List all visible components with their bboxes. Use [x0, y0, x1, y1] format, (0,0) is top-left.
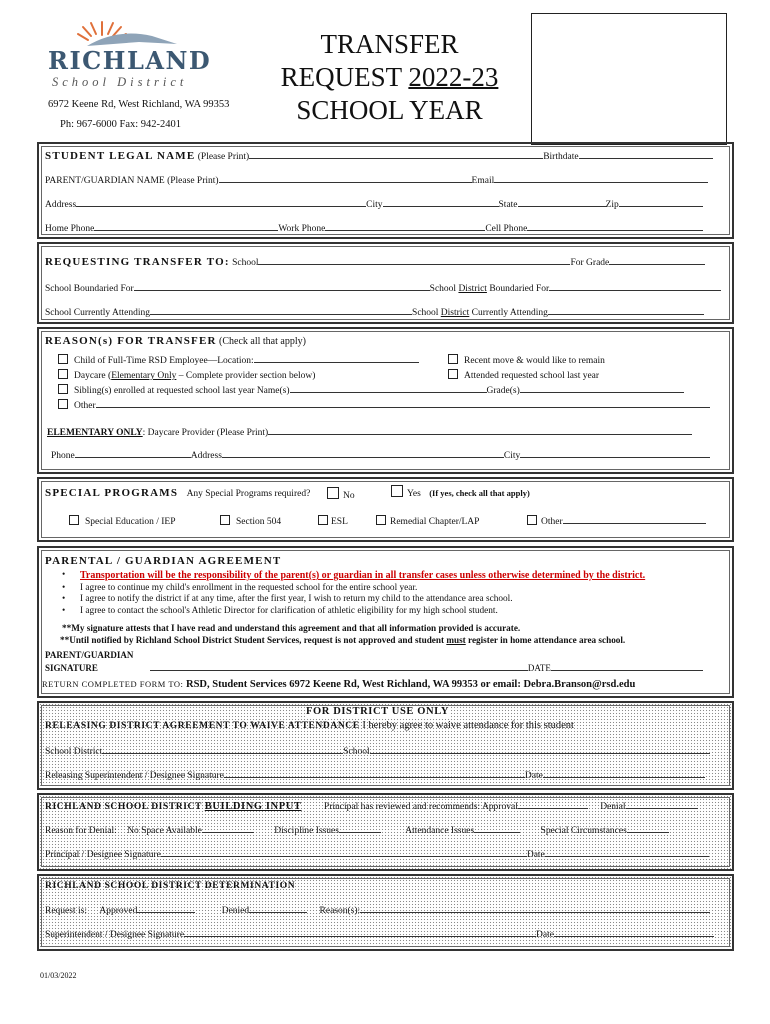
signature-row: SIGNATURE DATE [45, 662, 703, 673]
signature-date-label: DATE [527, 663, 551, 673]
location-field[interactable] [254, 354, 419, 363]
school-district-row: School District School [45, 745, 710, 757]
program-remedial: Remedial Chapter/LAP [376, 515, 479, 527]
superintendent-signature-field[interactable] [184, 928, 536, 937]
program-other: Other [527, 515, 706, 527]
district-currently-label: Currently Attending [469, 308, 548, 318]
city-field[interactable] [383, 198, 499, 207]
request-status-row: Request is: Approved Denied Reason(s): [45, 904, 710, 916]
reason-daycare: Daycare (Elementary Only – Complete provider section below) [58, 369, 315, 381]
yes-note: (If yes, check all that apply) [429, 488, 530, 498]
principal-signature-field[interactable] [161, 848, 527, 857]
principal-sig-row: Principal / Designee Signature Date [45, 848, 709, 860]
birthdate-label: Birthdate [543, 152, 579, 162]
employee-checkbox[interactable] [58, 354, 68, 364]
form-revision-date: 01/03/2022 [40, 971, 77, 980]
signature-date-field[interactable] [551, 662, 703, 671]
return-label: RETURN COMPLETED FORM TO: [42, 679, 186, 689]
programs-yes: Yes (If yes, check all that apply) [391, 485, 530, 499]
address-label: Address [45, 200, 77, 210]
superintendent-date-field[interactable] [554, 928, 714, 937]
programs-no: No [327, 487, 355, 501]
title-line-3: SCHOOL YEAR [296, 95, 483, 125]
page-title [262, 28, 517, 127]
state-field[interactable] [518, 198, 606, 207]
denial-reasons-row: Reason for Denial: No Space Available Discipline Issues Attendance Issues Special Circumstances [45, 824, 669, 836]
address-field[interactable] [76, 198, 366, 207]
please-print-note: (Please Print) [197, 152, 250, 162]
daycare-address-field[interactable] [222, 449, 504, 458]
agreement-header: PARENTAL / GUARDIAN AGREEMENT [45, 555, 282, 567]
daycare-city-label: City [503, 451, 521, 461]
daycare-phone-label: Phone [51, 451, 75, 461]
district-boundaried-field[interactable] [549, 282, 721, 291]
return-address: RSD, Student Services 6972 Keene Rd, West Richland, WA 99353 or email: Debra.Branson@rsd.edu [185, 679, 636, 690]
requesting-transfer-label: REQUESTING TRANSFER TO: [45, 256, 230, 268]
title-line-1: TRANSFER [320, 29, 459, 59]
agreement-bullets [62, 570, 645, 617]
return-row [42, 679, 635, 690]
no-space-field[interactable] [202, 824, 254, 833]
program-sped: Special Education / IEP [69, 515, 176, 527]
daycare-address-label: Address [190, 451, 222, 461]
school-boundaried-label: School Boundaried For [45, 284, 134, 294]
daycare-contact-row [51, 449, 710, 461]
logo-name: RICHLAND [48, 46, 212, 75]
school-currently-label: School Currently Attending [45, 308, 151, 318]
district-word: District [458, 284, 487, 294]
remedial-checkbox[interactable] [376, 515, 386, 525]
determination-reasons-field[interactable] [360, 904, 710, 913]
currently-attending-row: School Currently Attending School District Currently Attending [45, 306, 704, 318]
approved-field[interactable] [137, 904, 195, 913]
boundaried-row: School Boundaried For School District Boundaried For [45, 282, 721, 294]
agreement-bullet: • I agree to notify the district if at any time, after the first year, I wish to return my child to the attendance area school. [62, 594, 645, 606]
phone-row [45, 222, 703, 234]
agreement-bullet: • I agree to contact the school's Athletic Director for clarification of athletic eligibility for my high school student. [62, 606, 645, 618]
cell-phone-label: Cell Phone [485, 224, 528, 234]
work-phone-field[interactable] [325, 222, 485, 231]
parent-signature-field[interactable] [150, 662, 528, 671]
reason-attended: Attended requested school last year [448, 369, 599, 381]
reason-other: Other [58, 399, 710, 411]
daycare-checkbox[interactable] [58, 369, 68, 379]
logo-subtitle: School District [52, 75, 188, 89]
zip-label: Zip [605, 200, 619, 210]
school-currently-field[interactable] [150, 306, 412, 315]
other-program-field[interactable] [563, 515, 706, 524]
reasons-label: REASON(s) FOR TRANSFER [45, 335, 217, 347]
title-line-2: REQUEST 2022-23 [280, 62, 499, 92]
attendance-field[interactable] [474, 824, 520, 833]
student-legal-name-label: STUDENT LEGAL NAME [45, 150, 196, 162]
programs-header-row [45, 487, 310, 499]
parent-row [45, 174, 708, 186]
school-year-value: 2022-23 [408, 62, 499, 92]
home-phone-field[interactable] [94, 222, 278, 231]
releasing-date-field[interactable] [543, 769, 705, 778]
building-input-label: BUILDING INPUT [204, 801, 302, 812]
attended-checkbox[interactable] [448, 369, 458, 379]
grades-field[interactable] [520, 384, 684, 393]
email-field[interactable] [494, 174, 708, 183]
reason-recent-move: Recent move & would like to remain [448, 354, 605, 366]
daycare-provider-field[interactable] [268, 426, 692, 435]
agreement-bullet: • I agree to continue my child's enrollment in the requested school for the entire school year. [62, 583, 645, 595]
denied-field[interactable] [249, 904, 307, 913]
releasing-label: RELEASING DISTRICT AGREEMENT TO WAIVE ATTENDANCE [45, 721, 360, 731]
district-phone: Ph: 967-6000 Fax: 942-2401 [60, 119, 182, 130]
address-row [45, 198, 703, 210]
district-use-header: FOR DISTRICT USE ONLY [306, 706, 450, 717]
email-label: Email [471, 176, 495, 186]
student-name-row [45, 150, 713, 162]
school-boundaried-field[interactable] [134, 282, 430, 291]
parent-name-field[interactable] [219, 174, 472, 183]
cell-phone-field[interactable] [527, 222, 703, 231]
daycare-provider-row: ELEMENTARY ONLY: Daycare Provider (Please Print) [47, 426, 692, 438]
sibling-names-field[interactable] [290, 384, 487, 393]
recent-move-checkbox[interactable] [448, 354, 458, 364]
signature-label-1: PARENT/GUARDIAN [45, 650, 134, 660]
other-program-checkbox[interactable] [527, 515, 537, 525]
principal-date-field[interactable] [545, 848, 709, 857]
approval-note: **Until notified by Richland School District Student Services, request is not approved and student must register in home attendance area school. [60, 635, 626, 645]
grades-label: Grade(s) [486, 386, 520, 396]
building-input-row: RICHLAND SCHOOL DISTRICT BUILDING INPUT Principal has reviewed and recommends: Approval Denial [45, 800, 698, 812]
attest-note: **My signature attests that I have read and understand this agreement and that all information provided is accurate. [62, 623, 521, 633]
request-school-row [45, 256, 705, 268]
releasing-school-field[interactable] [370, 745, 710, 754]
city-label: City [366, 200, 383, 210]
zip-field[interactable] [619, 198, 703, 207]
sped-checkbox[interactable] [69, 515, 79, 525]
district-word-2: District [440, 308, 470, 318]
agreement-bullet: • Transportation will be the responsibility of the parent(s) or guardian in all transfer cases unless otherwise determined by the district. [62, 570, 645, 583]
birthdate-field[interactable] [579, 150, 713, 159]
photo-box [531, 13, 727, 145]
section-504-checkbox[interactable] [220, 515, 230, 525]
sibling-checkbox[interactable] [58, 384, 68, 394]
for-grade-field[interactable] [609, 256, 705, 265]
program-esl: ESL [318, 515, 348, 527]
district-boundaried-label: Boundaried For [486, 284, 550, 294]
daycare-phone-field[interactable] [75, 449, 191, 458]
yes-checkbox[interactable] [391, 485, 403, 497]
discipline-field[interactable] [339, 824, 381, 833]
home-phone-label: Home Phone [45, 224, 95, 234]
parent-name-label: PARENT/GUARDIAN NAME (Please Print) [45, 176, 219, 186]
reason-sibling: Sibling(s) enrolled at requested school last year Name(s) Grade(s) [58, 384, 684, 396]
super-sig-row: Superintendent / Designee Signature Date [45, 928, 714, 940]
releasing-row: RELEASING DISTRICT AGREEMENT TO WAIVE ATTENDANCE I hereby agree to waive attendance for this student [45, 720, 574, 731]
programs-question: Any Special Programs required? [186, 489, 311, 499]
agreement-section [37, 546, 734, 698]
student-name-field[interactable] [249, 150, 543, 159]
district-currently-field[interactable] [548, 306, 704, 315]
esl-checkbox[interactable] [318, 515, 328, 525]
state-label: State [498, 200, 518, 210]
denial-field[interactable] [626, 800, 698, 809]
work-phone-label: Work Phone [278, 224, 326, 234]
requested-school-field[interactable] [258, 256, 570, 265]
check-note: (Check all that apply) [219, 336, 306, 347]
for-grade-label: For Grade [570, 258, 610, 268]
releasing-signature-field[interactable] [224, 769, 525, 778]
reason-employee: Child of Full-Time RSD Employee—Location: [58, 354, 419, 366]
daycare-city-field[interactable] [520, 449, 710, 458]
other-reason-checkbox[interactable] [58, 399, 68, 409]
district-address: 6972 Keene Rd, West Richland, WA 99353 [48, 99, 230, 110]
reasons-header [45, 335, 306, 347]
program-504: Section 504 [220, 515, 281, 527]
special-circumstances-field[interactable] [627, 824, 669, 833]
elementary-only-label: ELEMENTARY ONLY [47, 428, 143, 438]
other-reason-field[interactable] [96, 399, 710, 408]
no-checkbox[interactable] [327, 487, 339, 499]
releasing-district-field[interactable] [102, 745, 343, 754]
determination-header: RICHLAND SCHOOL DISTRICT DETERMINATION [45, 881, 296, 891]
approval-field[interactable] [518, 800, 588, 809]
releasing-sig-row: Releasing Superintendent / Designee Signature Date [45, 769, 705, 781]
special-programs-label: SPECIAL PROGRAMS [45, 487, 179, 499]
school-label: School [232, 258, 259, 268]
